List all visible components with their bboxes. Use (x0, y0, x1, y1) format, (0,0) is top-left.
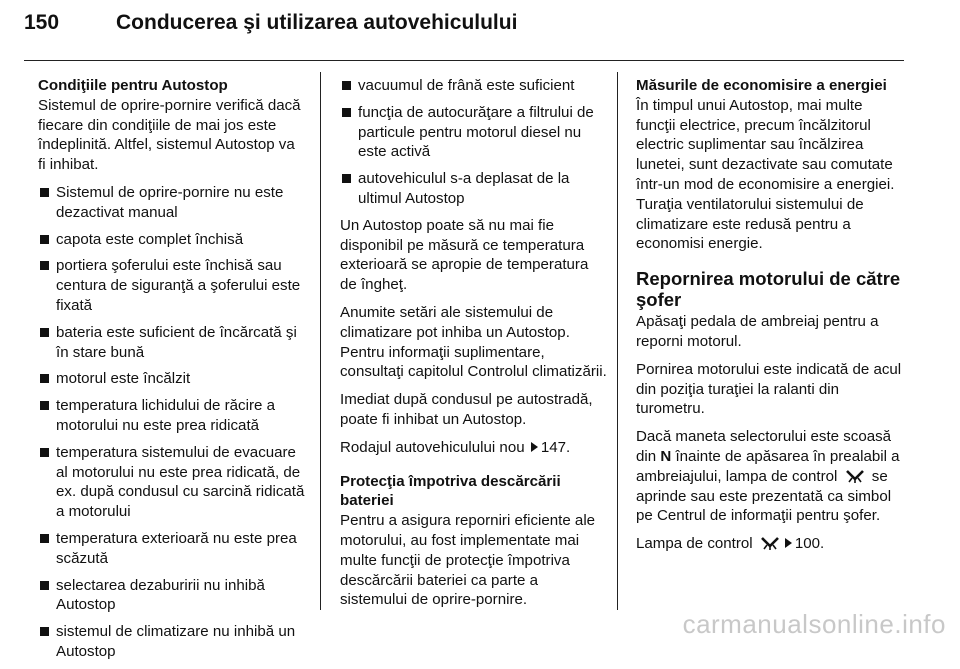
list-item: temperatura exterioară nu este prea scăzută (38, 529, 306, 569)
bullet-icon (342, 108, 351, 117)
bullet-icon (40, 188, 49, 197)
list-item: portiera şoferului este închisă sau centura de siguranţă a şoferului este fixată (38, 256, 306, 315)
paragraph: Imediat după condusul pe autostradă, poate fi inhibat un Autostop. (340, 391, 593, 428)
header-rule (24, 60, 904, 61)
bullet-icon (40, 534, 49, 543)
column-divider (617, 72, 618, 610)
section-heading-battery-protection: Protecţia împotriva descărcării bateriei (340, 472, 561, 510)
watermark: carmanualsonline.info (682, 609, 946, 639)
section-heading-autostop-conditions: Condiţiile pentru Autostop (38, 77, 228, 94)
list-item: bateria este suficient de încărcată şi în stare bună (38, 323, 306, 363)
paragraph: Anumite setări ale sistemului de climatizare pot inhiba un Autostop. Pentru informaţii suplimentare, consultaţi capitolul Controlul climatizării. (340, 303, 607, 381)
page-reference-arrow-icon (785, 538, 792, 548)
bullet-icon (40, 374, 49, 383)
paragraph: Un Autostop poate să nu mai fie disponibil pe măsură ce temperatura exterioară se apropie de temperatura de îngheţ. (340, 216, 589, 294)
column-3 (636, 76, 904, 562)
conditions-list (38, 183, 306, 662)
stop-start-lamp-icon (761, 536, 779, 550)
bullet-icon (40, 328, 49, 337)
list-item: selectarea dezaburirii nu inhibă Autostop (38, 576, 306, 616)
intro-paragraph: Sistemul de oprire-pornire verifică dacă fiecare din condiţiile de mai jos este îndeplinită. Altfel, sistemul Autostop va fi inhibat. (38, 96, 301, 174)
gear-n-label: N (660, 447, 672, 465)
list-item: capota este complet închisă (38, 230, 306, 250)
bullet-icon (40, 448, 49, 457)
column-divider (320, 72, 321, 610)
list-item: motorul este încălzit (38, 369, 306, 389)
paragraph: Apăsaţi pedala de ambreiaj pentru a reporni motorul. (636, 313, 879, 350)
column-2 (340, 76, 608, 618)
paragraph: În timpul unui Autostop, mai multe funcţii electrice, precum încălzitorul electric suplimentar sau încălzirea lunetei, sunt dezactivate sau comutate într-un mod de economisire a energiei. Turaţia ventilatorului sistemului de climatizare este redusă pentru a economisi energie. (636, 96, 895, 253)
bullet-icon (40, 581, 49, 590)
list-item: sistemul de climatizare nu inhibă un Autostop (38, 622, 306, 662)
list-item: funcţia de autocurăţare a filtrului de particule pentru motorul diesel nu este activă (340, 103, 608, 162)
stop-start-lamp-icon (846, 469, 864, 483)
paragraph-reference: Rodajul autovehiculului nou 147. (340, 438, 571, 456)
column-1 (38, 76, 306, 669)
bullet-icon (40, 627, 49, 636)
page-header (24, 6, 517, 40)
list-item: Sistemul de oprire-pornire nu este dezactivat manual (38, 183, 306, 223)
page-title: Conducerea şi utilizarea autovehiculului (116, 11, 518, 34)
page-reference-link[interactable]: 100. (794, 535, 825, 553)
page-number: 150 (24, 11, 60, 34)
section-heading-energy-saving: Măsurile de economisire a energiei (636, 77, 887, 94)
list-item: autovehiculul s-a deplasat de la ultimul Autostop (340, 169, 608, 209)
bullet-icon (40, 261, 49, 270)
list-item: temperatura lichidului de răcire a motorului nu este prea ridicată (38, 396, 306, 436)
bullet-icon (40, 401, 49, 410)
paragraph-reference: Lampa de control 100. (636, 535, 825, 553)
conditions-list-continued (340, 76, 608, 209)
page-reference-link[interactable]: 147. (540, 438, 571, 456)
section-heading-engine-restart: Repornirea motorului de către şofer (636, 268, 901, 311)
paragraph: Pentru a asigura reporniri eficiente ale motorului, au fost implementate mai multe funcţii de protecţie împotriva descărcării bateriei ca parte a sistemului de oprire-pornire. (340, 512, 596, 609)
bullet-icon (40, 235, 49, 244)
page-reference-arrow-icon (531, 442, 538, 452)
bullet-icon (342, 81, 351, 90)
list-item: vacuumul de frână este suficient (340, 76, 608, 96)
paragraph: Pornirea motorului este indicată de acul din poziţia turaţiei la ralanti din turometru. (636, 360, 902, 418)
list-item: temperatura sistemului de evacuare al motorului nu este prea ridicată, de ex. după condusul cu sarcină ridicată a motorului (38, 443, 306, 522)
paragraph: Dacă maneta selectorului este scoasă din N înainte de apăsarea în prealabil a ambreiajului, lampa de control se aprinde sau este prezentată ca simbol pe Centrul de informaţii pentru şofer. (636, 428, 900, 525)
bullet-icon (342, 174, 351, 183)
